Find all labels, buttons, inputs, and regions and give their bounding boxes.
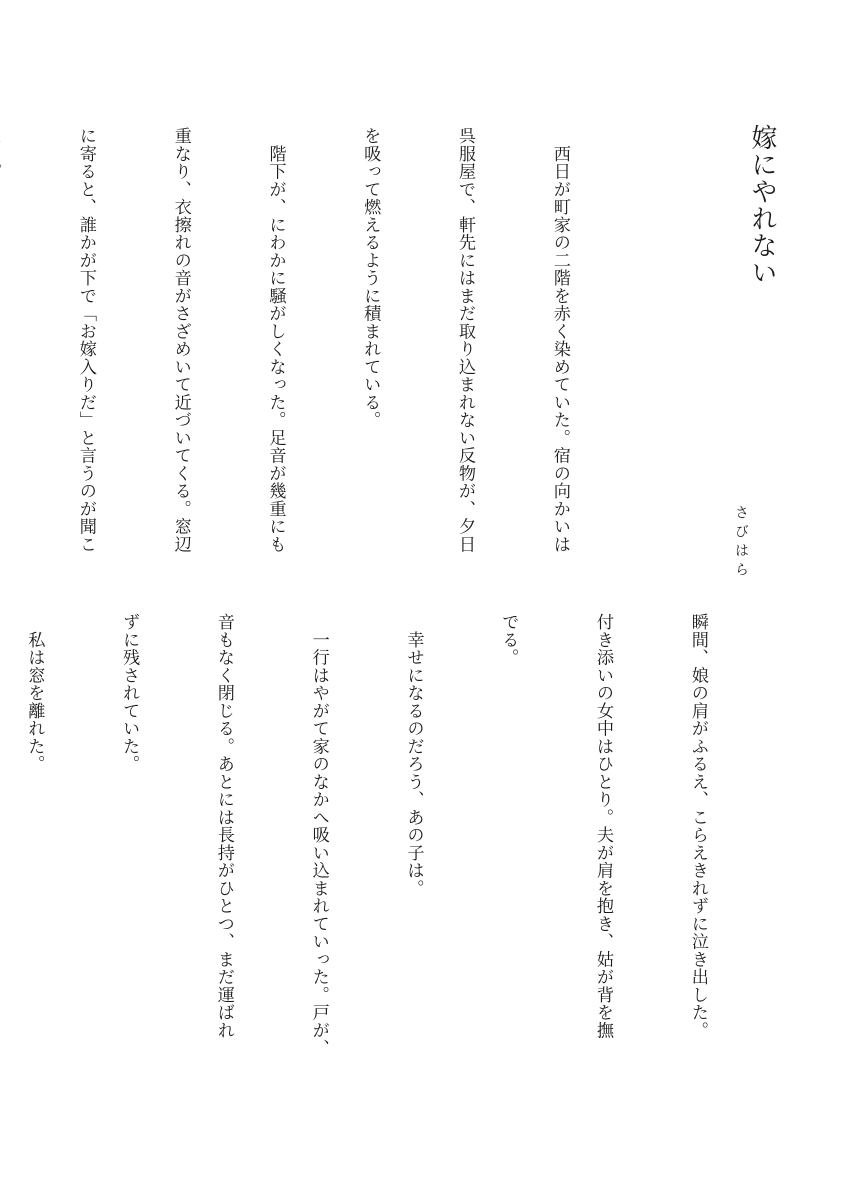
text-column: 一行はやがて家のなかへ吸い込まれていった。戸が、: [308, 613, 329, 1057]
body-text-upper: [75, 127, 638, 577]
text-column: 重なり、衣擦れの音がさざめいて近づいてくる。窓辺: [170, 127, 191, 553]
text-column: を吸って燃えるように積まれている。: [360, 127, 381, 429]
text-column: 私は窓を離れた。: [24, 613, 45, 773]
text-column: 呉服屋で、軒先にはまだ取り込まれない反物が、夕日: [455, 127, 476, 553]
text-column: 瞬間、娘の肩がふるえ、こらえきれずに泣き出した。: [687, 613, 708, 1039]
text-column: 付き添いの女中はひとり。夫が肩を抱き、姑が背を撫: [593, 613, 614, 1039]
text-column: 音もなく閉じる。あとには長持がひとつ、まだ運ばれ: [213, 613, 234, 1039]
body-text-lower: [24, 613, 776, 1083]
text-column: ずに残されていた。: [119, 613, 140, 773]
text-column: に寄ると、誰かが下で「お嫁入りだ」と言うのが聞こ: [75, 127, 96, 553]
text-column: [0, 127, 6, 577]
author-name: さびはら: [733, 505, 749, 581]
text-column: 幸せになるのだろう、あの子は。: [403, 613, 424, 897]
story-title: 嫁にやれない: [747, 124, 777, 286]
text-column: 階下が、にわかに騒がしくなった。足音が幾重にも: [265, 127, 286, 553]
text-column: 西日が町家の二階を赤く染めていた。宿の向かいは: [549, 127, 570, 553]
text-column: でる。: [498, 613, 519, 667]
